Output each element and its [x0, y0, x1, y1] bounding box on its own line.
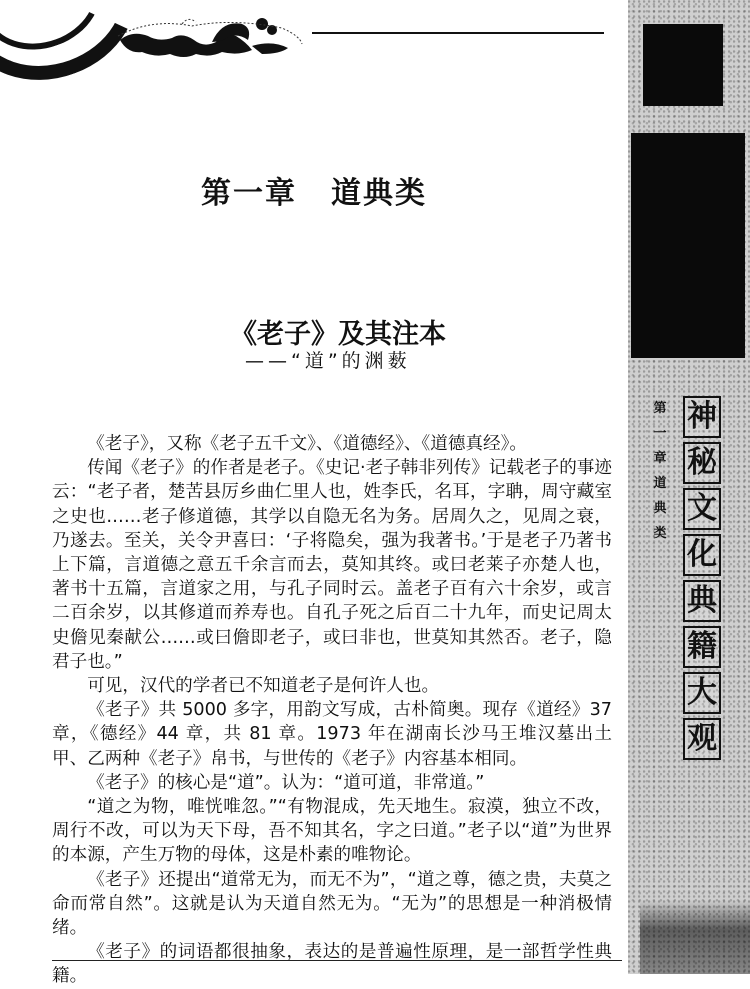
spine-shadow: [640, 900, 750, 974]
spine-series-char: 籍: [683, 626, 721, 668]
chapter-title: [0, 168, 628, 212]
paragraph: 《老子》还提出“道常无为，而无不为”，“道之尊，德之贵，夫莫之命而常自然”。这就是认为天道自然无为。“无为”的思想是一种消极情绪。: [52, 869, 612, 939]
paragraph: 可见，汉代的学者已不知道老子是何许人也。: [87, 676, 440, 697]
section-title: 《老子》及其注本: [230, 319, 446, 350]
spine-block-middle: [631, 133, 745, 358]
section-subtitle: ——“道”的渊薮: [245, 350, 411, 372]
spine-chapter-char: 类: [653, 526, 667, 541]
spine-series-char: 化: [683, 534, 721, 576]
header-rule: [312, 32, 604, 34]
body-text: [52, 432, 612, 989]
spine-chapter-char: 第: [653, 401, 667, 416]
paragraph: 《老子》的词语都很抽象，表达的是普遍性原理，是一部哲学性典籍。: [52, 942, 612, 987]
spine-series-char: 观: [683, 718, 721, 760]
spine-series-char: 秘: [683, 442, 721, 484]
paragraph: 《老子》共 5000 多字，用韵文写成，古朴简奥。现存《道经》37 章，《德经》44 章，共 81 章。1973 年在湖南长沙马王堆汉墓出土甲、乙两种《老子》帛书，与世传的《老子》内容基本相同。: [52, 700, 612, 769]
spine-block-top: [643, 24, 723, 106]
chapter-number: 第一章: [201, 176, 297, 211]
paragraph: 传闻《老子》的作者是老子。《史记·老子韩非列传》记载老子的事迹云：“老子者，楚苦县厉乡曲仁里人也，姓李氏，名耳，字聃，周守藏室之史也……老子修道德，其学以自隐无名为务。居周久之，见周之衰，乃遂去。至关，关令尹喜曰：‘子将隐矣，强为我著书。’于是老子乃著书上下篇，言道德之意五千余言而去，莫知其终。或曰老莱子亦楚人也，著书十五篇，言道家之用，与孔子同时云。盖老子百有六十余岁，或言二百余岁，以其修道而养寿也。自孔子死之后百二十九年，而史记周太史儋见秦献公……或曰儋即老子，或曰非也，世莫知其然否。老子，隐君子也。”: [52, 458, 612, 672]
spine-series-char: 神: [683, 396, 721, 438]
spine-chapter-char: 道: [653, 476, 667, 491]
spine-chapter-char: 一: [653, 426, 667, 441]
paragraph: “道之为物，唯恍唯忽。”“有物混成，先天地生。寂漠，独立不改，周行不改，可以为天下母，吾不知其名，字之曰道。”老子以“道”为世界的本源，产生万物的母体，这是朴素的唯物论。: [52, 797, 612, 866]
paragraph: 《老子》的核心是“道”。认为：“道可道，非常道。”: [87, 772, 485, 793]
spine-series-char: 大: [683, 672, 721, 714]
spine-chapter-char: 章: [653, 451, 667, 466]
spine-series-char: 典: [683, 580, 721, 622]
spine-series-title: [683, 396, 725, 760]
spine-chapter-char: 典: [653, 501, 667, 516]
spine-chapter-label: [650, 402, 670, 540]
paragraph: 《老子》，又称《老子五千文》、《道德经》、《道德真经》。: [87, 434, 528, 454]
chapter-name: 道典类: [331, 176, 427, 211]
spine-series-char: 文: [683, 488, 721, 530]
footer-rule: [52, 960, 622, 961]
dragon-ornament-icon: [112, 12, 308, 62]
